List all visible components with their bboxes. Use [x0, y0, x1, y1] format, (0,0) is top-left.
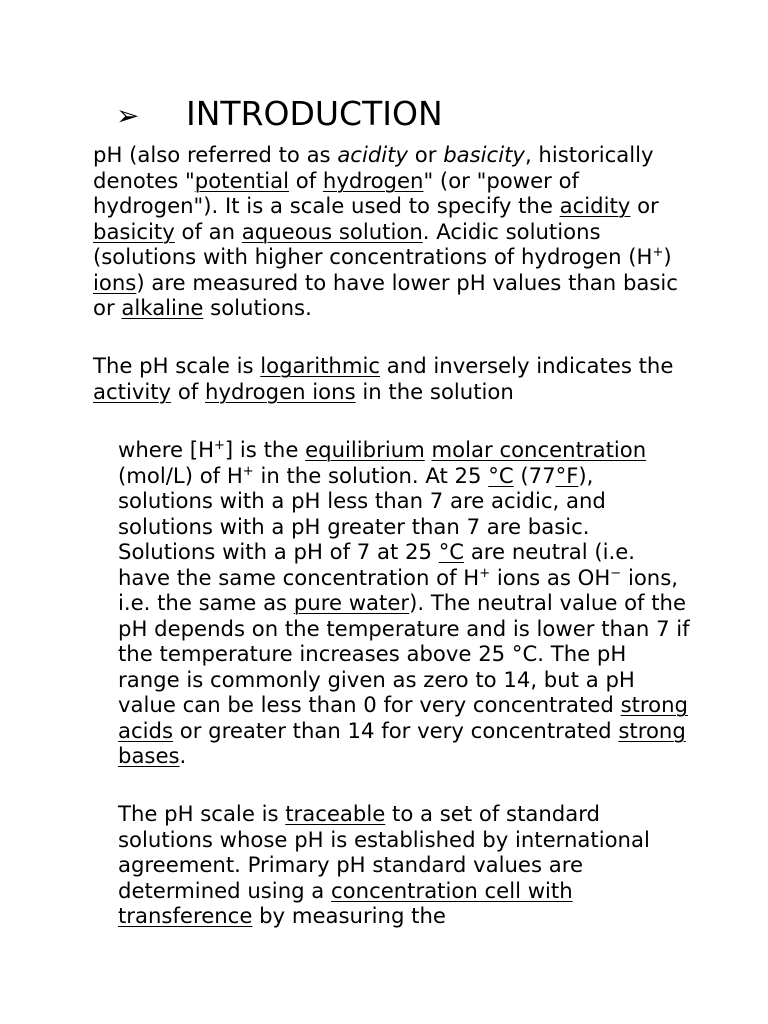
text: ) are measured to have lower pH values than basic or [93, 269, 678, 320]
text: pH (also referred to as [93, 142, 338, 167]
link-equilibrium[interactable]: equilibrium [305, 437, 425, 462]
link-logarithmic[interactable]: logarithmic [260, 353, 381, 378]
text: ). The neutral value of the pH depends on the temperature and is lower than 7 if the temperature increases above 25 °C. The pH range is commonly given as zero to 14, but a pH value can be less than 0 for very concentrated [118, 590, 690, 717]
link-activity[interactable]: activity [93, 378, 172, 404]
paragraph-scale [93, 353, 693, 404]
text: are neutral (i.e. have the same concentration of H [118, 539, 636, 590]
basicity-italic: basicity [443, 142, 525, 167]
link-concentration-cell[interactable]: concentration cell with transference [118, 877, 573, 928]
text: , historically denotes " [93, 142, 654, 193]
link-acidity[interactable]: acidity [559, 193, 631, 218]
text: of [171, 378, 206, 404]
link-fahrenheit[interactable]: °F [555, 462, 579, 488]
text: . [179, 743, 187, 768]
link-ions[interactable]: ions [93, 269, 137, 295]
arrow-bullet-icon: ➢ [116, 99, 140, 132]
acidity-italic: acidity [337, 142, 409, 167]
text: where [H [118, 437, 215, 462]
link-strong-bases[interactable]: strong bases [118, 717, 686, 768]
text: ), solutions with a pH less than 7 are acidic, and solutions with a pH greater than 7 are basic. Solutions with a pH of 7 at 25 [118, 462, 606, 564]
paragraph-concentration [118, 437, 693, 769]
link-basicity[interactable]: basicity [93, 218, 175, 244]
paragraph-traceability [118, 801, 693, 929]
link-molar-concentration[interactable]: molar concentration [431, 437, 647, 462]
link-celsius[interactable]: °C [488, 462, 514, 488]
text: or greater than 14 for very concentrated [173, 717, 619, 743]
text: ) [663, 244, 672, 269]
link-hydrogen[interactable]: hydrogen [322, 167, 424, 193]
text [425, 437, 432, 462]
link-hydrogen-ions[interactable]: hydrogen ions [205, 378, 356, 404]
link-traceable[interactable]: traceable [285, 801, 386, 826]
text: (mol/L) of H [118, 462, 243, 488]
text: or [630, 193, 659, 218]
text: of [289, 167, 323, 193]
text: ions, i.e. the same as [118, 564, 678, 615]
superscript-plus: + [652, 245, 664, 260]
text: The pH scale is [93, 353, 261, 378]
text: (77 [513, 462, 556, 488]
superscript-plus: + [479, 565, 491, 581]
link-pure-water[interactable]: pure water [293, 590, 410, 615]
superscript-plus: + [214, 438, 225, 453]
text: " (or "power of hydrogen"). It is a scale used to specify the [93, 167, 579, 218]
text: or [408, 142, 444, 167]
text: ] is the [224, 437, 306, 462]
link-celsius[interactable]: °C [438, 539, 465, 564]
link-strong-acids[interactable]: strong acids [118, 692, 688, 743]
text: . Acidic solutions (solutions with higher concentrations of hydrogen (H [93, 218, 653, 269]
heading-title: INTRODUCTION [186, 94, 443, 133]
text: of an [174, 218, 242, 244]
superscript-minus: − [610, 565, 622, 581]
link-potential[interactable]: potential [194, 167, 289, 193]
superscript-plus: + [242, 463, 254, 479]
section-heading [116, 94, 443, 136]
text: The pH scale is [118, 801, 286, 826]
link-alkaline[interactable]: alkaline [121, 295, 204, 320]
text: by measuring the [252, 903, 446, 928]
link-aqueous-solution[interactable]: aqueous solution [241, 218, 423, 244]
text: to a set of standard solutions whose pH is established by international agreement. Primary pH standard values are determined using a [118, 801, 650, 903]
paragraph-definition [93, 142, 693, 321]
text: and inversely indicates the [380, 353, 674, 378]
text: solutions. [203, 295, 312, 320]
text: in the solution [355, 378, 514, 404]
text: ions as OH [490, 564, 611, 590]
text: in the solution. At 25 [253, 462, 489, 488]
